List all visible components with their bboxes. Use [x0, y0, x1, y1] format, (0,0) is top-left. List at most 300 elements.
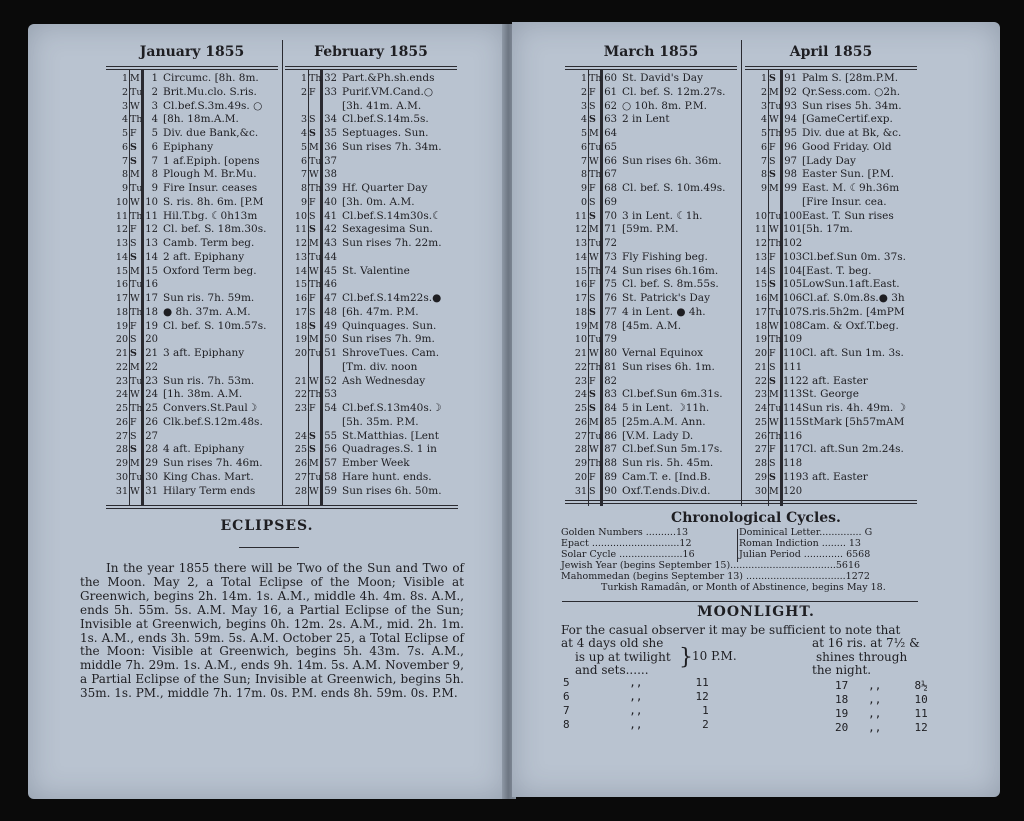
day-of-month: 29	[574, 458, 587, 469]
day-note: Qr.Sess.com. ○2h.	[802, 85, 901, 98]
month-january	[106, 36, 278, 506]
calendar-row	[565, 347, 737, 361]
calendar-row	[106, 361, 278, 375]
day-of-year: 77	[604, 306, 617, 318]
moon-left-line: is up at twilight	[575, 649, 671, 664]
chronological-divider	[737, 529, 738, 562]
weekday: S	[589, 196, 596, 208]
day-of-month: 21	[294, 375, 307, 387]
weekday: Th	[589, 169, 602, 181]
day-note: S. ris. 8h. 6m. [P.M	[163, 195, 264, 208]
calendar-row	[285, 416, 457, 430]
calendar-row	[565, 320, 737, 334]
day-of-year: 16	[145, 279, 158, 291]
day-note: Oxford Term beg.	[163, 264, 257, 277]
weekday: S	[589, 306, 596, 318]
day-of-year: 73	[604, 251, 617, 263]
calendar-row	[745, 141, 917, 155]
day-note: Fire Insur. ceases	[163, 182, 258, 194]
day-note: Hf. Quarter Day	[342, 182, 428, 194]
day-of-year: 114	[783, 403, 803, 414]
calendar-row	[106, 333, 278, 347]
day-of-month: 8	[760, 169, 767, 181]
calendar-row	[565, 361, 737, 375]
day-of-year: 18	[145, 306, 158, 318]
day-note: East. M. ☾9h.36m	[802, 182, 900, 194]
day-of-year: 98	[784, 169, 797, 181]
calendar-row	[745, 72, 917, 86]
calendar-row	[745, 320, 917, 334]
day-of-month: 12	[754, 238, 767, 249]
day-of-year: 61	[604, 86, 617, 98]
day-note: St.Matthias. [Lent	[342, 429, 439, 442]
day-of-month: 19	[294, 334, 307, 346]
day-note: Cl.bef.S.14m.5s.	[342, 113, 429, 126]
day-of-year: 107	[783, 306, 803, 318]
day-of-month: 11	[754, 224, 767, 236]
moonlight-right-note	[812, 637, 920, 678]
calendar-row	[565, 430, 737, 444]
day-of-year: 63	[604, 114, 617, 126]
weekday: Tu	[130, 471, 143, 483]
calendar-row	[106, 113, 278, 127]
day-of-month: 15	[115, 265, 128, 277]
calendar-row	[565, 196, 737, 210]
calendar-row	[106, 347, 278, 361]
weekday: W	[589, 348, 599, 359]
day-of-year: 33	[324, 86, 337, 98]
day-of-month: 5	[580, 128, 587, 139]
day-note: Sun rises 6h. 50m.	[342, 484, 442, 497]
day-of-month: 11	[574, 210, 587, 222]
day-of-year: 36	[324, 141, 337, 153]
day-of-month: 15	[574, 265, 587, 277]
calendar-row	[106, 182, 278, 196]
month-february	[285, 36, 457, 506]
calendar-row	[285, 113, 457, 127]
calendar-row	[745, 430, 917, 444]
day-of-year: 15	[145, 265, 158, 277]
month-rule	[106, 69, 278, 70]
calendar-row	[565, 292, 737, 306]
day-note: [GameCertif.exp.	[802, 113, 893, 126]
weekday: W	[130, 389, 140, 401]
day-of-month: 16	[294, 293, 307, 304]
day-of-month: 23	[115, 375, 128, 387]
day-of-year: 57	[324, 458, 337, 469]
calendar-row	[285, 292, 457, 306]
day-note: StMark [5h57mAM	[802, 415, 905, 428]
day-note: East. T. Sun rises	[802, 209, 894, 222]
day-of-year: 99	[784, 183, 797, 194]
day-of-year: 105	[783, 279, 803, 291]
day-of-year: 97	[784, 155, 797, 167]
moon-right-line: the night.	[812, 663, 872, 677]
eclipses-paragraph: In the year 1855 there will be Two of the Sun and Two of the Moon. May 2, a Total Eclipse of the Moon; Visible at Greenwich, begins 2h. 14m. 1s. A.M., middle 4h. 4m. 8s. A.M., ends 5h. 55m. 5s. A.M. May 16, a Partial Eclipse of the Sun; Invisible at Greenwich, begins 0h. 12m. 2s. A.M., mid. 2h. 1m. 1s. A.M., ends 3h. 59m. 5s. A.M. October 25, a Total Eclipse of the Moon: Visible at Greenwich, begins 5h. 43m. 7s. A.M., middle 7h. 29m. 1s. A.M., ends 9h. 14m. 5s. A.M. November 9, a Partial Eclipse of the Sun; Invisible at Greenwich, begins 5h. 35m. 1s. PM., middle 7h. 17m. 0s. P.M. ends 8h. 59m. 0s. P.M.	[80, 561, 464, 701]
day-of-month: 25	[574, 403, 587, 414]
day-of-year: 1	[151, 73, 158, 84]
day-of-year: 37	[324, 155, 337, 167]
day-of-month: 18	[294, 320, 307, 332]
calendar-row	[106, 141, 278, 155]
day-of-month: 2	[300, 86, 307, 98]
column-separator	[282, 40, 283, 506]
day-note: Brit.Mu.clo. S.ris.	[163, 85, 257, 98]
day-of-year: 41	[324, 210, 337, 222]
day-of-year: 24	[145, 389, 158, 401]
weekday: Th	[769, 128, 782, 139]
day-note: Good Friday. Old	[802, 140, 892, 153]
day-note: 2 in Lent	[622, 113, 670, 126]
weekday: Th	[589, 73, 602, 84]
day-of-year: 80	[604, 348, 617, 359]
day-of-year: 26	[145, 416, 158, 428]
weekday: W	[589, 251, 599, 263]
calendar-row	[285, 471, 457, 485]
day-of-year: 5	[151, 128, 158, 139]
day-of-year: 70	[604, 210, 617, 222]
weekday: S	[769, 279, 776, 291]
calendar-row	[106, 430, 278, 444]
day-of-year: 23	[145, 375, 158, 387]
weekday: S	[769, 361, 776, 373]
weekday: Th	[769, 238, 782, 249]
weekday: S	[589, 114, 596, 126]
weekday: S	[130, 444, 137, 456]
day-of-year: 39	[324, 183, 337, 194]
day-of-year: 46	[324, 279, 337, 291]
day-of-year: 116	[783, 430, 803, 442]
calendar-row	[285, 251, 457, 265]
day-of-month: 21	[574, 348, 587, 359]
day-of-month: 9	[760, 183, 767, 194]
day-of-month: 26	[574, 416, 587, 428]
day-of-month: 8	[580, 169, 587, 181]
calendar-row	[745, 361, 917, 375]
day-of-month: 22	[754, 375, 767, 387]
day-of-year: 94	[784, 114, 797, 126]
day-of-month: 1	[580, 73, 587, 84]
day-of-month: 6	[580, 141, 587, 153]
calendar-row	[106, 155, 278, 169]
day-note: Cam.T. e. [Ind.B.	[622, 470, 711, 483]
calendar-row	[285, 168, 457, 182]
day-note: Cl. bef. S. 18m.30s.	[163, 223, 267, 236]
weekday: Th	[130, 210, 143, 222]
weekday: S	[130, 155, 137, 167]
day-of-month: 13	[294, 251, 307, 263]
day-of-month: 18	[754, 320, 767, 332]
calendar-row	[106, 251, 278, 265]
weekday: S	[769, 458, 776, 469]
moonlight-left-value: 10 P.M.	[692, 649, 737, 663]
day-note: [East. T. beg.	[802, 264, 872, 277]
weekday: F	[130, 224, 137, 236]
day-of-year: 53	[324, 389, 337, 401]
day-of-year: 62	[604, 100, 617, 112]
weekday: S	[309, 444, 316, 456]
day-of-year: 9	[151, 183, 158, 194]
weekday: Tu	[769, 100, 782, 112]
weekday: W	[309, 169, 319, 181]
weekday: S	[769, 471, 776, 483]
day-of-month: 22	[574, 361, 587, 373]
calendar-row	[745, 278, 917, 292]
weekday: S	[589, 293, 596, 304]
day-note: Easter Sun. [P.M.	[802, 168, 894, 181]
day-of-month: 14	[115, 251, 128, 263]
weekday: Th	[130, 403, 143, 414]
weekday: S	[130, 141, 137, 153]
weekday: S	[589, 403, 596, 414]
weekday: M	[589, 128, 599, 139]
weekday: F	[769, 444, 776, 456]
weekday: S	[309, 210, 316, 222]
calendar-rows	[106, 72, 278, 498]
weekday: S	[130, 348, 137, 359]
calendar-row	[745, 388, 917, 402]
calendar-row	[106, 320, 278, 334]
weekday: F	[589, 375, 596, 387]
day-of-year: 12	[145, 224, 158, 236]
weekday: Tu	[589, 430, 602, 442]
calendar-row	[106, 402, 278, 416]
weekday: W	[769, 224, 779, 236]
day-of-year: 112	[783, 375, 803, 387]
day-note: St. Valentine	[342, 264, 410, 277]
calendar-row	[106, 306, 278, 320]
day-of-year: 100	[783, 210, 803, 222]
day-of-month: 3	[121, 100, 128, 112]
day-of-year: 108	[783, 320, 803, 332]
day-of-month: 29	[115, 458, 128, 469]
calendar-row	[745, 196, 917, 210]
day-of-month: 18	[574, 306, 587, 318]
day-of-month: 22	[294, 389, 307, 401]
weekday: Th	[769, 430, 782, 442]
day-of-month: 1	[121, 73, 128, 84]
day-of-year: 38	[324, 169, 337, 181]
day-of-year: 3	[151, 100, 158, 112]
day-of-year: 96	[784, 141, 797, 153]
calendar-row	[285, 457, 457, 471]
day-note: [Lady Day	[802, 154, 856, 167]
day-of-month: 24	[115, 389, 128, 401]
month-rule	[106, 66, 278, 67]
weekday: Tu	[309, 155, 322, 167]
weekday: Th	[130, 114, 143, 126]
day-note: Cl. bef. S. 12m.27s.	[622, 85, 726, 98]
day-of-month: 16	[754, 293, 767, 304]
weekday: F	[589, 183, 596, 194]
double-rule	[106, 505, 458, 509]
day-of-year: 76	[604, 293, 617, 304]
calendar-row	[285, 265, 457, 279]
weekday: S	[309, 320, 316, 332]
day-note: 1 af.Epiph. [opens	[163, 154, 260, 167]
calendar-row	[745, 86, 917, 100]
weekday: M	[309, 334, 319, 346]
day-of-month: 15	[294, 279, 307, 291]
day-note: Sun ris. 5h. 45m.	[622, 457, 714, 469]
day-of-month: 2	[121, 86, 128, 98]
day-of-month: 5	[121, 128, 128, 139]
day-note: [Fire Insur. cea.	[802, 195, 887, 208]
day-note: Sun rises 7h. 46m.	[163, 457, 263, 469]
weekday: F	[589, 86, 596, 98]
day-of-year: 93	[784, 100, 797, 112]
day-note: Cl.bef.S.14m22s.●	[342, 292, 442, 304]
day-of-month: 7	[300, 169, 307, 181]
weekday: F	[769, 348, 776, 359]
weekday: S	[130, 334, 137, 346]
day-note: Palm S. [28m.P.M.	[802, 72, 899, 84]
day-note: Cl. aft. Sun 1m. 3s.	[802, 347, 904, 359]
weekday: F	[589, 279, 596, 291]
day-of-month: 6	[760, 141, 767, 153]
calendar-row	[745, 113, 917, 127]
day-of-year: 89	[604, 471, 617, 483]
calendar-row	[285, 306, 457, 320]
day-note: ○ 10h. 8m. P.M.	[622, 99, 707, 112]
day-of-year: 40	[324, 196, 337, 208]
day-of-year: 49	[324, 320, 337, 332]
day-note: [3h. 41m. A.M.	[342, 99, 422, 112]
moonlight-left-note	[561, 637, 671, 678]
day-of-month: 28	[754, 458, 767, 469]
calendar-row	[285, 320, 457, 334]
day-of-month: 10	[574, 334, 587, 346]
weekday: S	[769, 73, 776, 84]
weekday: Tu	[589, 238, 602, 249]
calendar-rows	[565, 72, 737, 498]
weekday: W	[309, 375, 319, 387]
day-of-month: 30	[754, 485, 767, 497]
weekday: F	[130, 416, 137, 428]
weekday: W	[130, 100, 140, 112]
day-note: LowSun.1aft.East.	[802, 278, 900, 291]
weekday: Tu	[130, 183, 143, 194]
day-note: [59m. P.M.	[622, 223, 679, 236]
day-note: Sun ris. 4h. 49m. ☽	[802, 402, 907, 414]
day-of-month: 22	[115, 361, 128, 373]
calendar-row	[106, 223, 278, 237]
day-of-year: 81	[604, 361, 617, 373]
day-of-year: 111	[783, 361, 803, 373]
day-of-year: 91	[784, 73, 797, 84]
moonlight-right-table: 17 ,, 8½ 18 ,, 10 19 ,, 11 20 ,, 12	[835, 679, 928, 734]
weekday: Tu	[309, 348, 322, 359]
calendar-row	[565, 155, 737, 169]
eclipses-text	[80, 562, 464, 701]
weekday: S	[769, 265, 776, 277]
calendar-row	[565, 402, 737, 416]
day-note: Sexagesima Sun.	[342, 223, 433, 236]
day-note: 3 aft. Easter	[802, 470, 868, 483]
day-of-month: 27	[754, 444, 767, 456]
weekday: Th	[769, 334, 782, 346]
calendar-row	[565, 485, 737, 499]
calendar-row	[745, 292, 917, 306]
calendar-row	[745, 457, 917, 471]
day-note: Quadrages.S. 1 in	[342, 443, 437, 456]
month-title: March 1855	[603, 44, 699, 60]
day-of-year: 72	[604, 238, 617, 249]
weekday: M	[130, 361, 140, 373]
roman-indiction: Roman Indiction ........ 13	[739, 538, 861, 549]
day-of-month: 16	[574, 279, 587, 291]
day-note: 4 aft. Epiphany	[163, 443, 245, 456]
day-note: [1h. 38m. A.M.	[163, 388, 243, 401]
day-note: ● 8h. 37m. A.M.	[163, 305, 251, 318]
day-of-year: 119	[783, 471, 803, 483]
day-of-month: 15	[754, 279, 767, 291]
day-note: Sun rises 7h. 22m.	[342, 237, 442, 249]
day-of-year: 51	[324, 348, 337, 359]
day-of-month: 3	[300, 114, 307, 126]
day-of-year: 11	[145, 210, 158, 222]
calendar-row	[745, 210, 917, 224]
month-march	[565, 36, 737, 506]
calendar-row	[745, 155, 917, 169]
day-of-month: 3	[760, 100, 767, 112]
calendar-row	[745, 223, 917, 237]
day-of-year: 30	[145, 471, 158, 483]
calendar-row	[565, 306, 737, 320]
day-note: Sun rises 7h. 9m.	[342, 333, 435, 346]
calendar-row	[565, 416, 737, 430]
day-of-month: 10	[115, 196, 128, 208]
weekday: Tu	[130, 86, 143, 98]
day-of-year: 75	[604, 279, 617, 291]
calendar-row	[565, 113, 737, 127]
calendar-row	[745, 127, 917, 141]
day-note: Cl. aft.Sun 2m.24s.	[802, 443, 904, 456]
calendar-row	[285, 237, 457, 251]
calendar-row	[285, 100, 457, 114]
calendar-row	[565, 127, 737, 141]
day-of-month: 19	[115, 320, 128, 332]
calendar-row	[106, 100, 278, 114]
weekday: Th	[309, 73, 322, 84]
calendar-row	[745, 306, 917, 320]
calendar-row	[745, 100, 917, 114]
calendar-row	[565, 471, 737, 485]
day-of-month: 20	[754, 348, 767, 359]
calendar-row	[106, 210, 278, 224]
day-note: Cl.bef.S.14m30s.☾	[342, 209, 442, 222]
day-of-month: 6	[300, 155, 307, 167]
calendar-row	[565, 210, 737, 224]
weekday: S	[589, 485, 596, 497]
calendar-row	[745, 485, 917, 499]
day-of-month: 2	[760, 86, 767, 98]
weekday: S	[309, 430, 316, 442]
day-of-year: 14	[145, 251, 158, 263]
day-note: 3 in Lent. ☾1h.	[622, 209, 703, 222]
day-note: [5h. 17m.	[802, 223, 853, 236]
day-of-month: 6	[121, 141, 128, 153]
calendar-row	[106, 471, 278, 485]
weekday: S	[309, 224, 316, 236]
weekday: Th	[309, 389, 322, 401]
day-of-month: 9	[300, 196, 307, 208]
month-april	[745, 36, 917, 506]
calendar-row	[565, 375, 737, 389]
calendar-row	[565, 265, 737, 279]
day-of-year: 21	[145, 348, 158, 359]
day-of-month: 13	[115, 238, 128, 249]
